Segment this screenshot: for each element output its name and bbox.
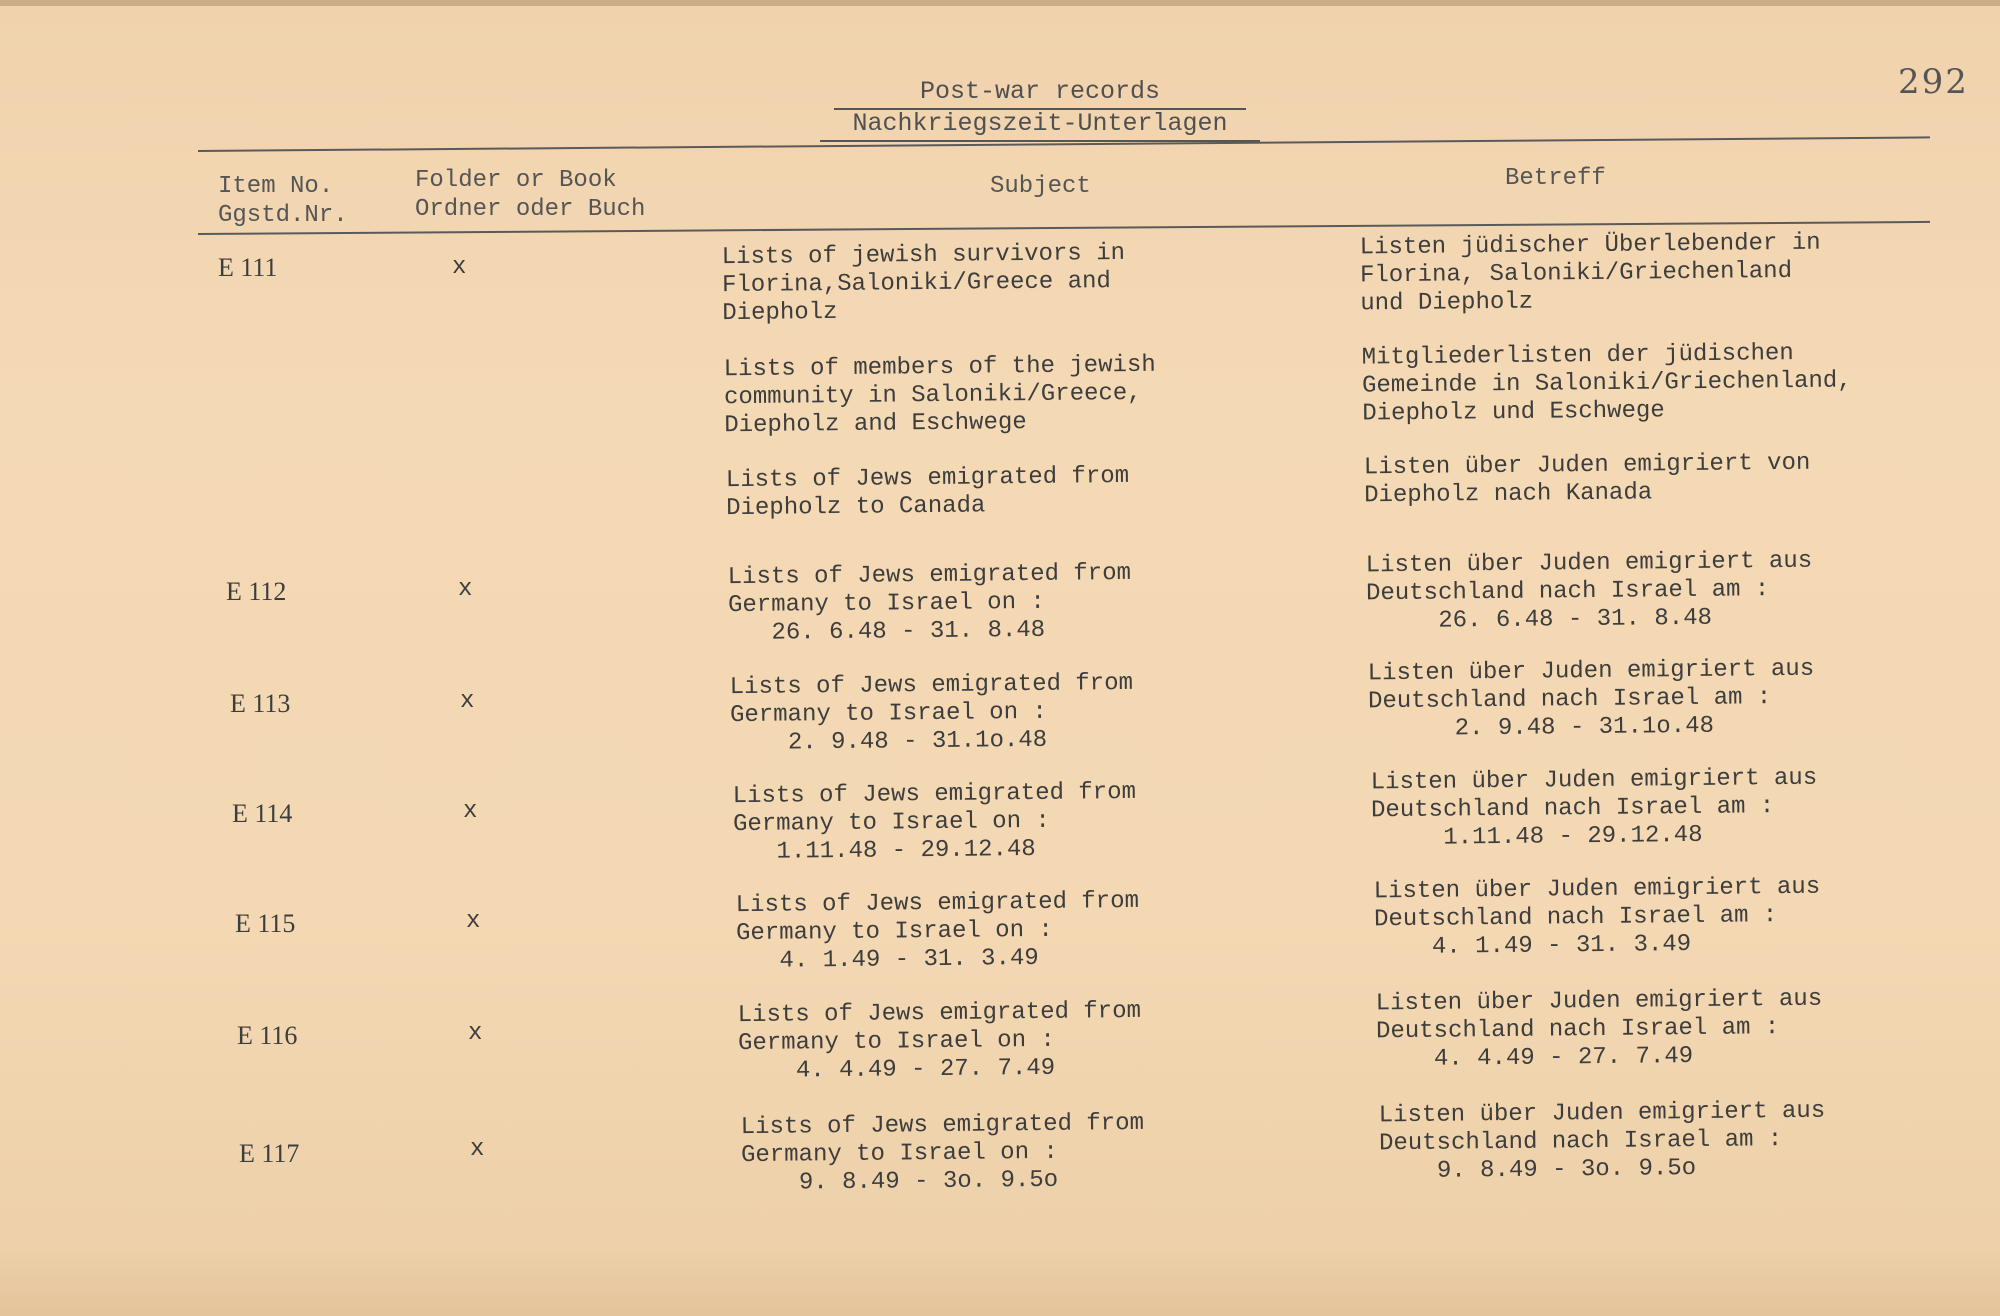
- column-subject: Subject: [990, 173, 1091, 200]
- row-subject: Lists of Jews emigrated from Germany to Israel on : 9. 8.49 - 3o. 9.5o: [740, 1109, 1145, 1198]
- row-subject: Lists of members of the jewish community in Saloniki/Greece, Diepholz and Eschwege: [723, 351, 1156, 440]
- row-betreff: Mitgliederlisten der jüdischen Gemeinde in Saloniki/Griechenland, Diepholz und Eschwege: [1361, 340, 1852, 428]
- column-folder-de: Ordner oder Buch: [415, 196, 646, 223]
- page-bottom-shade: [0, 1246, 2000, 1316]
- row-folder-mark: x: [458, 576, 473, 603]
- row-folder-mark: x: [470, 1136, 485, 1163]
- column-item-no-en: Item No.: [218, 173, 334, 200]
- row-betreff: Listen jüdischer Überlebender in Florina, Saloniki/Griechenland und Diepholz: [1359, 229, 1821, 318]
- title-german: Nachkriegszeit-Unterlagen: [820, 110, 1260, 142]
- row-folder-mark: x: [452, 254, 467, 281]
- row-item-no: E 112: [226, 577, 287, 606]
- row-subject: Lists of Jews emigrated from Germany to Israel on : 1.11.48 - 29.12.48: [732, 778, 1137, 867]
- row-betreff: Listen über Juden emigriert aus Deutschland nach Israel am : 4. 4.49 - 27. 7.49: [1375, 985, 1823, 1074]
- title-english: Post-war records: [834, 78, 1246, 110]
- column-folder-or-book: [415, 166, 645, 224]
- row-betreff: Listen über Juden emigriert aus Deutschland nach Israel am : 1.11.48 - 29.12.48: [1370, 764, 1818, 853]
- column-item-no-de: Ggstd.Nr.: [218, 202, 348, 229]
- row-subject: Lists of Jews emigrated from Germany to Israel on : 4. 4.49 - 27. 7.49: [737, 997, 1142, 1086]
- row-subject: Lists of Jews emigrated from Diepholz to Canada: [725, 462, 1130, 523]
- column-folder-en: Folder or Book: [415, 167, 617, 194]
- row-betreff: Listen über Juden emigriert aus Deutschland nach Israel am : 4. 1.49 - 31. 3.49: [1373, 873, 1821, 962]
- page-title: [820, 78, 1260, 142]
- row-item-no: E 117: [239, 1139, 300, 1168]
- row-folder-mark: x: [460, 688, 475, 715]
- row-folder-mark: x: [466, 908, 481, 935]
- page-number: 292: [1898, 62, 1969, 102]
- page-top-edge: [0, 0, 2000, 6]
- row-betreff: Listen über Juden emigriert von Diepholz nach Kanada: [1363, 449, 1811, 510]
- row-folder-mark: x: [468, 1020, 483, 1047]
- row-item-no: E 111: [218, 253, 278, 282]
- row-subject: Lists of Jews emigrated from Germany to Israel on : 26. 6.48 - 31. 8.48: [727, 559, 1132, 648]
- row-subject: Lists of jewish survivors in Florina,Saloniki/Greece and Diepholz: [721, 239, 1126, 328]
- row-betreff: Listen über Juden emigriert aus Deutschland nach Israel am : 9. 8.49 - 3o. 9.5o: [1378, 1097, 1826, 1186]
- row-item-no: E 116: [237, 1021, 298, 1050]
- row-folder-mark: x: [463, 798, 478, 825]
- row-subject: Lists of Jews emigrated from Germany to Israel on : 4. 1.49 - 31. 3.49: [735, 887, 1140, 976]
- row-item-no: E 114: [232, 799, 293, 828]
- row-subject: Lists of Jews emigrated from Germany to Israel on : 2. 9.48 - 31.1o.48: [729, 669, 1134, 758]
- row-item-no: E 115: [235, 909, 296, 938]
- column-betreff: Betreff: [1505, 165, 1606, 192]
- row-betreff: Listen über Juden emigriert aus Deutschland nach Israel am : 26. 6.48 - 31. 8.48: [1365, 547, 1813, 636]
- row-betreff: Listen über Juden emigriert aus Deutschland nach Israel am : 2. 9.48 - 31.1o.48: [1367, 655, 1815, 744]
- row-item-no: E 113: [230, 689, 291, 718]
- column-item-no: [218, 172, 348, 230]
